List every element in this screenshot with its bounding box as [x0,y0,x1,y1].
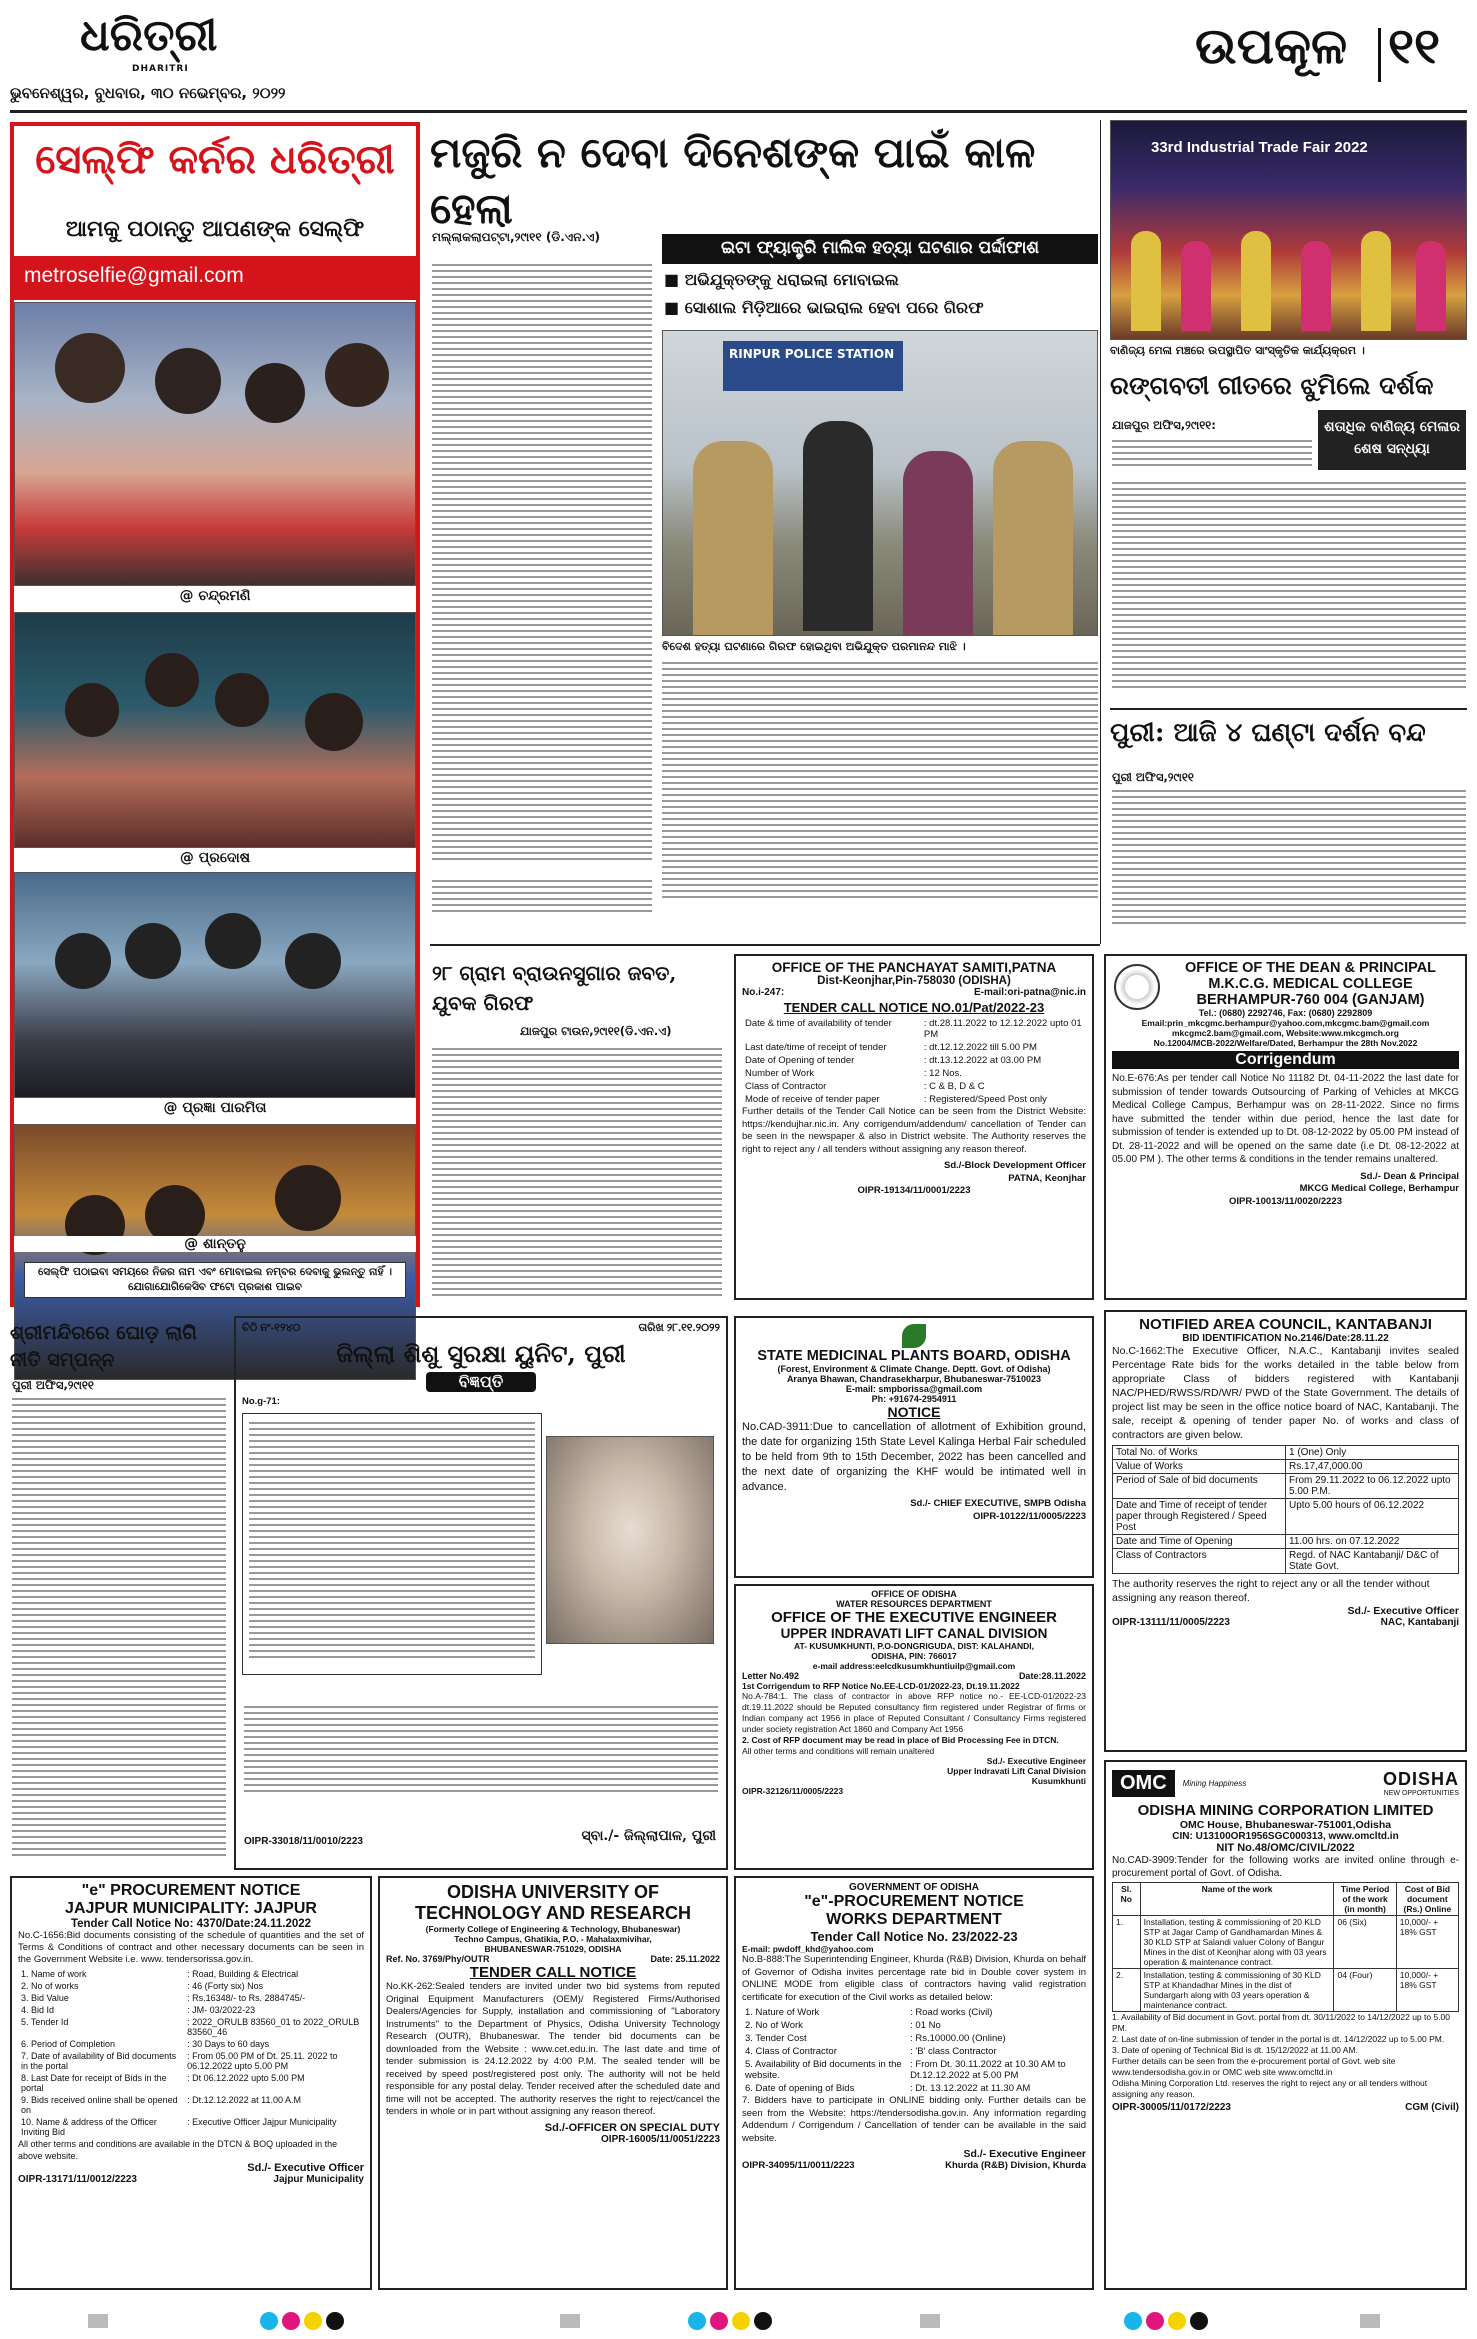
child-ref-left: ଚିଠି ନଂ-୧୨୪୦ [242,1322,301,1334]
medicinal-email: E-mail: smpborissa@gmail.com [845,1384,983,1394]
outr-ref: Ref. No. 3769/Phy/OUTR [386,1954,490,1964]
table-row: Date and Time of Opening 11.00 hrs. on 07.12.2022 [1113,1535,1459,1549]
patna-title: OFFICE OF THE PANCHAYAT SAMITI,PATNA [771,960,1057,975]
mkcg-title-1: OFFICE OF THE DEAN & PRINCIPAL [1184,960,1437,976]
nac-ad [1104,1310,1467,1752]
table-row: 1. Installation, testing & commissioning of 20 KLD STP at Jagar Camp of Gandhamardan Mines & 30 KLD STP at Salandi valuer Colony of Bangur Mines in the dist of Keonjhar along with 03 years operation & maintenance contract. 06 (Six) 10,000/- + 18% GST [1113,1916,1459,1969]
patna-table [742,1017,1086,1106]
registration-cyan-icon [260,2312,278,2330]
indravati-foot: All other terms and conditions will remain unaltered [742,1746,935,1756]
works-sign-2: Khurda (R&B) Division, Khurda [945,2160,1086,2171]
odisha-logo: ODISHA [1382,1769,1459,1789]
table-row: Mode of receive of tender paper : Registered/Speed Post only [745,1094,1047,1105]
fair-box: ଶତାଧିକ ବାଣିଜ୍ୟ ମେଳାର ଶେଷ ସନ୍ଧ୍ୟା [1318,410,1466,470]
arrest-headline: ୨୮ ଗ୍ରାମ ବ୍ରାଉନସୁଗାର ଜବତ, ଯୁବକ ଗିରଫ [432,961,677,1015]
temple-dateline: ପୁରୀ ଅଫିସ,୨୯ା୧୧ [12,1378,94,1392]
mkcg-title-3: BERHAMPUR-760 004 (GANJAM) [1196,992,1425,1008]
outr-addr-1: Techno Campus, Ghatikia, P.O. - Mahalaxmivihar, [454,1934,652,1944]
registration-yellow-icon [732,2312,750,2330]
fair-dateline: ଯାଜପୁର ଅଫିସ,୨୯ା୧୧: [1112,418,1216,432]
works-table [742,2006,1086,2095]
mkcg-body: No.E-676:As per tender call Notice No 11182 Dt. 04-11-2022 the last date for submission of tender towards Outsourcing of Parking of Vehicles at MKCG Medical College Campus, Berhampur was on 28-11-2022. Since no firms have submitted the tender within due period, hence the last date for submission of tender is extended up to Dt. 08-12-2022 by 05.00 PM instead of Dt. 28-11-2022 and will be opened on the same date (i.e Dt. 08-12-2022 at 05.00 PM ). The other terms & conditions in the tender remains unaltered. [1112,1073,1459,1165]
temple-text [12,1398,226,1864]
medicinal-body: No.CAD-3911:Due to cancellation of allotment of Exhibition ground, the date for organizing 15th State Level Kalinga Herbal Fair scheduled to be held from 9th to 15th December, 2022 has been cancelled and the next date of organizing the KHF would be intimated well in advance. [742,1421,1086,1493]
child-signature: ସ୍ବା./- ଜିଲ୍ଲାପାଳ, ପୁରୀ [581,1828,716,1844]
medicinal-oipr: OIPR-10122/11/0005/2223 [972,1510,1086,1522]
patna-sub: Dist-Keonjhar,Pin-758030 (ODISHA) [817,975,1011,987]
mkcg-no: No.12004/MCB-2022/Welfare/Dated, Berhampur the 28th Nov.2022 [1153,1038,1418,1048]
omc-note-1: 1. Availability of Bid document in Govt. portal from dt. 30/11/2022 to 14/12/2022 up to 5.00 PM. [1112,2012,1451,2033]
works-pre: GOVERNMENT OF ODISHA [848,1882,979,1893]
divider-right [1100,120,1101,944]
patna-no: No.i-247: [742,987,785,998]
jajpur-title-2: JAJPUR MUNICIPALITY: JAJPUR [65,1900,317,1917]
medicinal-notice: NOTICE [887,1404,941,1420]
omc-title: ODISHA MINING CORPORATION LIMITED [1137,1802,1434,1819]
selfie-footer: ସେଲ୍ଫି ପଠାଇବା ସମୟରେ ନିଜର ନାମ ଏବଂ ମୋବାଇଲ ନମ୍ବର ଦେବାକୁ ଭୁଲନ୍ତୁ ନାହିଁ । ଯୋଗାଯୋଗିକେସିବ ଫଟୋ ପ୍ରକାଶ ପାଇବ [24,1262,406,1298]
works-email: E-mail: pwdoff_khd@yahoo.com [742,1944,874,1954]
omc-note-5: Odisha Mining Corporation Ltd. reserves the right to reject any or all tenders without assigning any reason. [1112,2078,1428,2099]
omc-oipr: OIPR-30005/11/0172/2223 [1112,2102,1231,2113]
table-row: 4. Class of Contractor : 'B' class Contractor [745,2046,997,2057]
nac-title: NOTIFIED AREA COUNCIL, KANTABANJI [1139,1316,1432,1333]
child-table [242,1413,542,1675]
table-row: 1. Nature of Work : Road works (Civil) [745,2007,993,2018]
table-row: 1. Name of work : Road, Building & Electrical [21,1969,299,1979]
selfie-caption-4: @ ଶାନ୍ତନୁ [14,1236,416,1252]
medicinal-sub: (Forest, Environment & Climate Change. Deptt. Govt. of Odisha) [777,1364,1051,1374]
table-row: 3. Bid Value : Rs.16348/- to Rs. 2884745/- [21,1993,306,2003]
mkcg-ad [1104,954,1467,1300]
selfie-email[interactable]: metroselfie@gmail.com [14,256,416,300]
fair-caption: ବାଣିଜ୍ୟ ମେଳା ମଞ୍ଚରେ ଉପସ୍ଥାପିତ ସାଂସ୍କୃତିକ କାର୍ଯ୍ୟକ୍ରମ । [1110,344,1365,357]
outr-body: No.KK-262:Sealed tenders are invited under two bid systems from reputed Original Equipment Manufacturers (OEM)/ Registered Firms/Authorised Dealers/Agencies for Supply, installation and commissioning of "Laboratory Instruments" to the Department of Physics, Odisha University Technology Research (OUTR), Bhubaneswar. The tender bid documents can be downloaded from the Website : www.cet.edu.in. The last date and time of tender submission is 24.12.2022 by 4:00 P.M. The sealed tender will be received by speed post/registered post only. The authority will not be held responsible for any postal delay. Tender received after the scheduled date and time will not be accepted. The authority reserves the right to reject/cancel the tenders in whole or in part without assigning any reason thereof. [386,1981,720,2117]
lead-photo [662,330,1098,636]
lead-columns-bottom [432,880,652,924]
patna-body: Further details of the Tender Call Notice can be seen from the District Website: https://kendujhar.nic.in. Any corrigendum/addendum/ cancellation of Tender can be seen in the newspaper & also in District website. The Authority reserves the right to reject any / all tenders without assigning any reason thereof. [742,1106,1086,1155]
table-row: 8. Last Date for receipt of Bids in the portal : Dt 06.12.2022 upto 5.00 PM [21,2073,305,2093]
jajpur-table [18,1968,364,2138]
mkcg-sign-1: Sd./- Dean & Principal [1360,1170,1459,1182]
medicinal-phone: Ph: +91674-2954911 [871,1394,957,1404]
medicinal-addr: Aranya Bhawan, Chandrasekharpur, Bhubaneswar-7510023 [786,1374,1042,1384]
section-divider [1378,28,1381,82]
works-title-2: WORKS DEPARTMENT [826,1911,1002,1928]
medicinal-title: STATE MEDICINAL PLANTS BOARD, ODISHA [757,1348,1071,1364]
indravati-ad [734,1584,1094,1870]
patna-sign-1: Sd./-Block Development Officer [943,1160,1086,1171]
omc-addr: OMC House, Bhubaneswar-751001,Odisha [1179,1819,1392,1831]
outr-oipr: OIPR-16005/11/0051/2223 [601,2133,720,2145]
lead-columns-lower [662,662,1098,922]
lead-dateline: ମଲ୍ଲାକଲାପଟ୍ଟା,୨୯ା୧୧ (ଡି.ଏନ.ଏ) [432,230,600,244]
leaf-icon [902,1324,926,1348]
mkcg-oipr: OIPR-10013/11/0020/2223 [1228,1195,1343,1207]
lead-bullet-2: ■ ସୋଶାଲ ମିଡ଼ିଆରେ ଭାଇରାଲ ହେବା ପରେ ଗିରଫ [664,298,984,317]
table-row: Number of Work : 12 Nos. [745,1068,962,1079]
indravati-item-2: 2. Cost of RFP document may be read in place of Bid Processing Fee in DTCN. [742,1735,1059,1745]
selfie-caption-2: @ ପ୍ରଦୋଷ [179,850,251,866]
logo-subtitle: DHARITRI [132,64,189,74]
indravati-addr-1: AT- KUSUMKHUNTI, P.O-DONGRIGUDA, DIST: KALAHANDI, [793,1641,1035,1651]
jajpur-title-1: "e" PROCUREMENT NOTICE [81,1882,301,1899]
selfie-photo-1 [14,302,416,586]
lead-kicker: ଇଟା ଫ୍ୟାକ୍ଟ୍ରି ମାଲିକ ହତ୍ୟା ଘଟଣାର ପର୍ଦ୍ଦାଫାଶ [662,234,1098,264]
temple-headline: ଶ୍ରୀମନ୍ଦିରରେ ଘୋଡ଼ ଲାଗି ନୀତି ସମ୍ପନ୍ନ [10,1322,197,1371]
child-ref-right: ତାରିଖ ୨୮.୧୧.୨୦୨୨ [638,1322,720,1334]
indravati-body: No.A-784:1. The class of contractor in above RFP notice no.- EE-LCD-01/2022-23 dt.19.11.2022 should be Reputed consultancy firm registered under Registrar of firms or Indian company act 1956 in place of Reputed Consultant / Consultancy Firms registered under society registration Act 1860 and Company Act 1956 [742,1691,1086,1734]
fair-text [1112,440,1312,480]
child-ad [234,1316,728,1870]
indravati-sign-1: Sd./- Executive Engineer [986,1756,1086,1766]
selfie-photo-3 [14,872,416,1098]
masthead-rule [10,110,1467,113]
child-photo [546,1436,714,1644]
table-row: 2. No of Work : 01 No [745,2020,941,2031]
child-subtitle: ବିଜ୍ଞପ୍ତି [426,1372,536,1392]
registration-magenta-icon [710,2312,728,2330]
divider-fair [1110,708,1467,710]
works-title-1: "e"-PROCUREMENT NOTICE [804,1893,1024,1910]
omc-nit: NIT No.48/OMC/CIVIL/2022 [1216,1842,1355,1854]
table-row: Date and Time of receipt of tender paper through Registered / Speed Post Upto 5.00 hours of 06.12.2022 [1113,1499,1459,1535]
table-row: Date & time of availability of tender : dt.28.11.2022 to 12.12.2022 upto 01 PM [745,1018,1082,1040]
selfie-caption-1: @ ଚନ୍ଦ୍ରମଣି [179,588,251,604]
lead-photo-caption: ବିଦେଶ ହତ୍ୟା ଘଟଣାରେ ଗିରଫ ହୋଇଥିବା ଅଭିଯୁକ୍ତ ପରମାନନ୍ଦ ମାଝି । [662,640,966,653]
indravati-letter: Letter No.492 [742,1671,800,1681]
outr-notice: TENDER CALL NOTICE [469,1964,637,1981]
registration-cyan-icon [688,2312,706,2330]
works-sign-1: Sd./- Executive Engineer [963,2148,1086,2160]
table-row: 2. No of works : 46 (Forty six) Nos [21,1981,264,1991]
patna-notice: TENDER CALL NOTICE NO.01/Pat/2022-23 [783,1000,1045,1015]
medicinal-sign: Sd./- CHIEF EXECUTIVE, SMPB Odisha [910,1498,1086,1509]
fair-banner: 33rd Industrial Trade Fair 2022 [1151,139,1368,156]
fair-text-lower [1112,482,1466,702]
indravati-addr-2: ODISHA, PIN: 766017 [871,1651,957,1661]
indravati-pre-2: WATER RESOURCES DEPARTMENT [836,1599,992,1609]
table-row: 4. Bid Id : JM- 03/2022-23 [21,2005,256,2015]
indravati-pre-1: OFFICE OF ODISHA [871,1589,957,1599]
table-row: 3. Tender Cost : Rs.10000.00 (Online) [745,2033,1006,2044]
jajpur-body: No.C-1656:Bid documents consisting of the schedule of quantities and the set of Terms & Conditions of contract and other necessary documents can be seen in the Government Website i.e. www. tendersorissa.gov.in. [18,1930,364,1965]
nac-sign-1: Sd./- Executive Officer [1347,1605,1459,1617]
table-header: Sl. No Name of the work Time Period of the work (in month) Cost of Bid document (Rs.) Online [1113,1883,1459,1916]
registration-strip [0,2300,1477,2339]
patna-ad [734,954,1094,1300]
selfie-photo-2 [14,612,416,848]
mkcg-band: Corrigendum [1112,1051,1459,1069]
jajpur-sign-1: Sd./- Executive Officer [247,2162,364,2174]
nac-body: No.C-1662:The Executive Officer, N.A.C., Kantabanji invites sealed Percentage Rate bids for the works detailed in the table below from appropriate Class of bidders registered with Kantabanji NAC/PHED/RWSS/RD/WR/ PWD of the State Government. The details of project list may be seen in the office notice board of NAC, Kantabanji. The sale, receipt & opening of tender paper No. of works and class of contractors are given below. [1112,1345,1459,1441]
mkcg-email-2: mkcgmc2.bam@gmail.com, Website:www.mkcgmch.org [1172,1028,1399,1038]
registration-yellow-icon [1168,2312,1186,2330]
medicinal-ad [734,1316,1094,1578]
jajpur-foot: All other terms and conditions are available in the DTCN & BOQ uploaded in the above website. [18,2139,338,2161]
mkcg-sign-2: MKCG Medical College, Berhampur [1299,1183,1459,1194]
arrest-dateline: ଯାଜପୁର ଟାଉନ,୨୯ା୧୧(ଡି.ଏନ.ଏ) [520,1024,672,1038]
works-body: No.B-888:The Superintending Engineer, Khurda (R&B) Division, Khurda on behalf of Governor of Odisha invites percentage rate bid in Double cover system in ONLINE MODE from eligible class of contractors having valid registration certificate for execution of the Civil works as detailed below: [742,1954,1086,2003]
indravati-title-2: UPPER INDRAVATI LIFT CANAL DIVISION [780,1626,1048,1641]
mkcg-emblem-icon [1114,964,1160,1010]
registration-magenta-icon [1146,2312,1164,2330]
fair-headline: ରଙ୍ଗବତୀ ଗୀତରେ ଝୁମିଲେ ଦର୍ଶକ [1110,371,1434,400]
patna-sign-2: PATNA, Keonjhar [1008,1172,1086,1184]
omc-sign: CGM (Civil) [1405,2102,1459,2113]
indravati-oipr: OIPR-32126/11/0005/2223 [742,1786,844,1796]
puri-text [1112,790,1466,936]
outr-title-1: ODISHA UNIVERSITY OF [446,1882,660,1902]
indravati-sign-2: Upper Indravati Lift Canal Division [947,1766,1086,1776]
arrest-text [432,1048,722,1308]
registration-cyan-icon [1124,2312,1142,2330]
works-oipr: OIPR-34095/11/0011/2223 [742,2160,855,2171]
nac-foot: The authority reserves the right to reject any or all the tender without assigning any reason thereof. [1112,1578,1430,1604]
section-title: ଉପକୂଳ [1195,16,1348,75]
selfie-corner [10,122,420,1307]
omc-ad [1104,1760,1467,2290]
odisha-sub: NEW OPPORTUNITIES [1383,1790,1459,1797]
jajpur-notice: Tender Call Notice No: 4370/Date:24.11.2022 [70,1918,312,1930]
omc-table [1112,1882,1459,2012]
omc-note-3: 3. Date of opening of Technical Bid is dt. 15/12/2022 at 11.00 AM. [1112,2045,1358,2055]
omc-body: No.CAD-3909:Tender for the following works are invited online through e-procurement portal of Govt. of Odisha. [1112,1855,1459,1879]
selfie-caption-3: @ ପ୍ରଜ୍ଞା ପାରମିତା [163,1100,267,1116]
table-row: Value of Works Rs.17,47,000.00 [1113,1460,1459,1474]
table-row: Class of Contractor : C & B, D & C [745,1081,985,1092]
child-oipr: OIPR-33018/11/0010/2223 [244,1836,363,1847]
outr-addr-2: BHUBANESWAR-751029, ODISHA [484,1944,622,1954]
jajpur-oipr: OIPR-13171/11/0012/2223 [18,2174,137,2185]
indravati-sign-3: Kusumkhunti [1031,1776,1086,1786]
selfie-banner: ସେଲ୍ଫି କର୍ନର ଧରିତ୍ରୀ [35,136,395,183]
table-row: Class of Contractors Regd. of NAC Kantabanji/ D&C of State Govt. [1113,1549,1459,1574]
outr-sign: Sd./-OFFICER ON SPECIAL DUTY [544,2121,720,2134]
lead-headline: ମଜୁରି ନ ଦେବା ଦିନେଶଙ୍କ ପାଇଁ କାଳ ହେଲା [430,128,1036,233]
table-row: 7. Date of availability of Bid documents in the portal : From 05.00 PM of Dt. 25.11. 2022 to 06.12.2022 upto 5.00 PM [21,2051,338,2071]
nac-oipr: OIPR-13111/11/0005/2223 [1112,1617,1230,1628]
indravati-date: Date:28.11.2022 [1018,1671,1086,1681]
registration-yellow-icon [304,2312,322,2330]
puri-headline: ପୁରୀ: ଆଜି ୪ ଘଣ୍ଟା ଦର୍ଶନ ବନ୍ଦ [1110,718,1426,748]
indravati-title-1: OFFICE OF THE EXECUTIVE ENGINEER [771,1609,1057,1626]
patna-oipr: OIPR-19134/11/0001/2223 [857,1185,971,1196]
registration-black-icon [326,2312,344,2330]
child-no: No.g-71: [242,1396,280,1407]
table-row: 6. Period of Completion : 30 Days to 60 days [21,2039,270,2049]
puri-dateline: ପୁରୀ ଅଫିସ,୨୯ା୧୧ [1112,770,1194,784]
outr-date: Date: 25.11.2022 [650,1954,720,1964]
omc-logo: OMC [1112,1770,1175,1797]
indravati-email: e-mail address:eelcdkusumkhuntiuilp@gmail.com [812,1661,1016,1671]
lead-bullet-1: ■ ଅଭିଯୁକ୍ତଙ୍କୁ ଧରାଇଲା ମୋବାଇଲ [664,270,899,289]
child-body [244,1706,718,1816]
indravati-corr: 1st Corrigendum to RFP Notice No.EE-LCD-01/2022-23, Dt.19.11.2022 [742,1681,1020,1691]
lead-column-1 [432,258,652,878]
mkcg-email: Email:prin_mkcgmc.berhampur@yahoo.com,mkcgmc.bam@gmail.com [1141,1018,1430,1028]
jajpur-ad [10,1876,372,2290]
page-number: ୧୧ [1388,16,1441,75]
registration-black-icon [754,2312,772,2330]
table-row: 5. Availability of Bid documents in the website. : From Dt. 30.11.2022 at 10.30 AM to Dt.12.12.2022 at 5.00 PM [745,2059,1066,2081]
fair-photo [1110,120,1467,340]
table-row: 10. Name & address of the Officer Inviting Bid : Executive Officer Jajpur Municipality [21,2117,337,2137]
child-title: ଜିଲ୍ଲା ଶିଶୁ ସୁରକ୍ଷା ୟୁନିଟ, ପୁରୀ [336,1339,626,1368]
mkcg-title-2: M.K.C.G. MEDICAL COLLEGE [1208,976,1413,992]
omc-note-2: 2. Last date of on-line submission of tender in the portal is dt. 14/12/2022 up to 5.00 PM. [1112,2034,1445,2044]
table-row: 6. Date of opening of Bids : Dt. 13.12.2022 at 11.30 AM [745,2083,1031,2094]
mining-happiness: Mining Happiness [1182,1778,1247,1788]
outr-sub: (Formerly College of Engineering & Technology, Bhubaneswar) [425,1924,681,1934]
registration-black-icon [1190,2312,1208,2330]
table-row: 9. Bids received online shall be opened on : Dt.12.12.2022 at 11.00 A.M [21,2095,302,2115]
works-foot: 7. Bidders have to participate in ONLINE bidding only. Further details can be seen from the Website: https://tendersodisha.gov.in. Any information regarding Addendum / Corrigendum / Cancellation of tender can be available in the said website. [742,2095,1086,2144]
table-row: Date of Opening of tender : dt.13.12.2022 at 03.00 PM [745,1055,1042,1066]
station-sign: RINPUR POLICE STATION [723,341,903,391]
table-row: 2. Installation, testing & commissioning of 30 KLD STP at Khandadhar Mines in the dist of Sundargarh along with 03 years operation & maintenance contract. 04 (Four) 10,000/- + 18% GST [1113,1969,1459,2012]
outr-title-2: TECHNOLOGY AND RESEARCH [414,1903,692,1923]
table-row: Total No. of Works 1 (One) Only [1113,1446,1459,1460]
nac-bid: BID IDENTIFICATION No.2146/Date:28.11.22 [1182,1333,1389,1344]
omc-cin: CIN: U13100OR1956SGC000313, www.omcltd.in [1172,1831,1399,1842]
dateline: ଭୁବନେଶ୍ୱର, ବୁଧବାର, ୩୦ ନଭେମ୍ବର, ୨୦୨୨ [10,84,286,102]
jajpur-sign-2: Jajpur Municipality [273,2174,364,2185]
works-ad [734,1876,1094,2290]
mkcg-tel: Tel.: (0680) 2292746, Fax: (0680) 2292809 [1198,1008,1373,1018]
outr-ad [378,1876,728,2290]
omc-note-4: Further details can be seen from the e-procurement portal of Govt. web site www.tendersodisha.gov.in or OMC web site www.omcltd.in [1112,2056,1396,2077]
registration-magenta-icon [282,2312,300,2330]
nac-table [1112,1445,1459,1574]
nac-sign-2: NAC, Kantabanji [1380,1617,1459,1628]
logo: ଧରିତ୍ରୀ [80,10,218,61]
table-row: Last date/time of receipt of tender : dt.12.12.2022 till 5.00 PM [745,1042,1037,1053]
works-notice: Tender Call Notice No. 23/2022-23 [810,1929,1018,1944]
table-row: 5. Tender Id : 2022_ORULB 83560_01 to 2022_ORULB 83560_46 [21,2017,360,2037]
patna-email: E-mail:ori-patna@nic.in [974,987,1086,998]
table-row: Period of Sale of bid documents From 29.11.2022 to 06.12.2022 upto 5.00 P.M. [1113,1474,1459,1499]
selfie-tagline: ଆମକୁ ପଠାନ୍ତୁ ଆପଣଙ୍କ ସେଲ୍ଫି [65,216,365,242]
divider-lead [430,944,1100,946]
